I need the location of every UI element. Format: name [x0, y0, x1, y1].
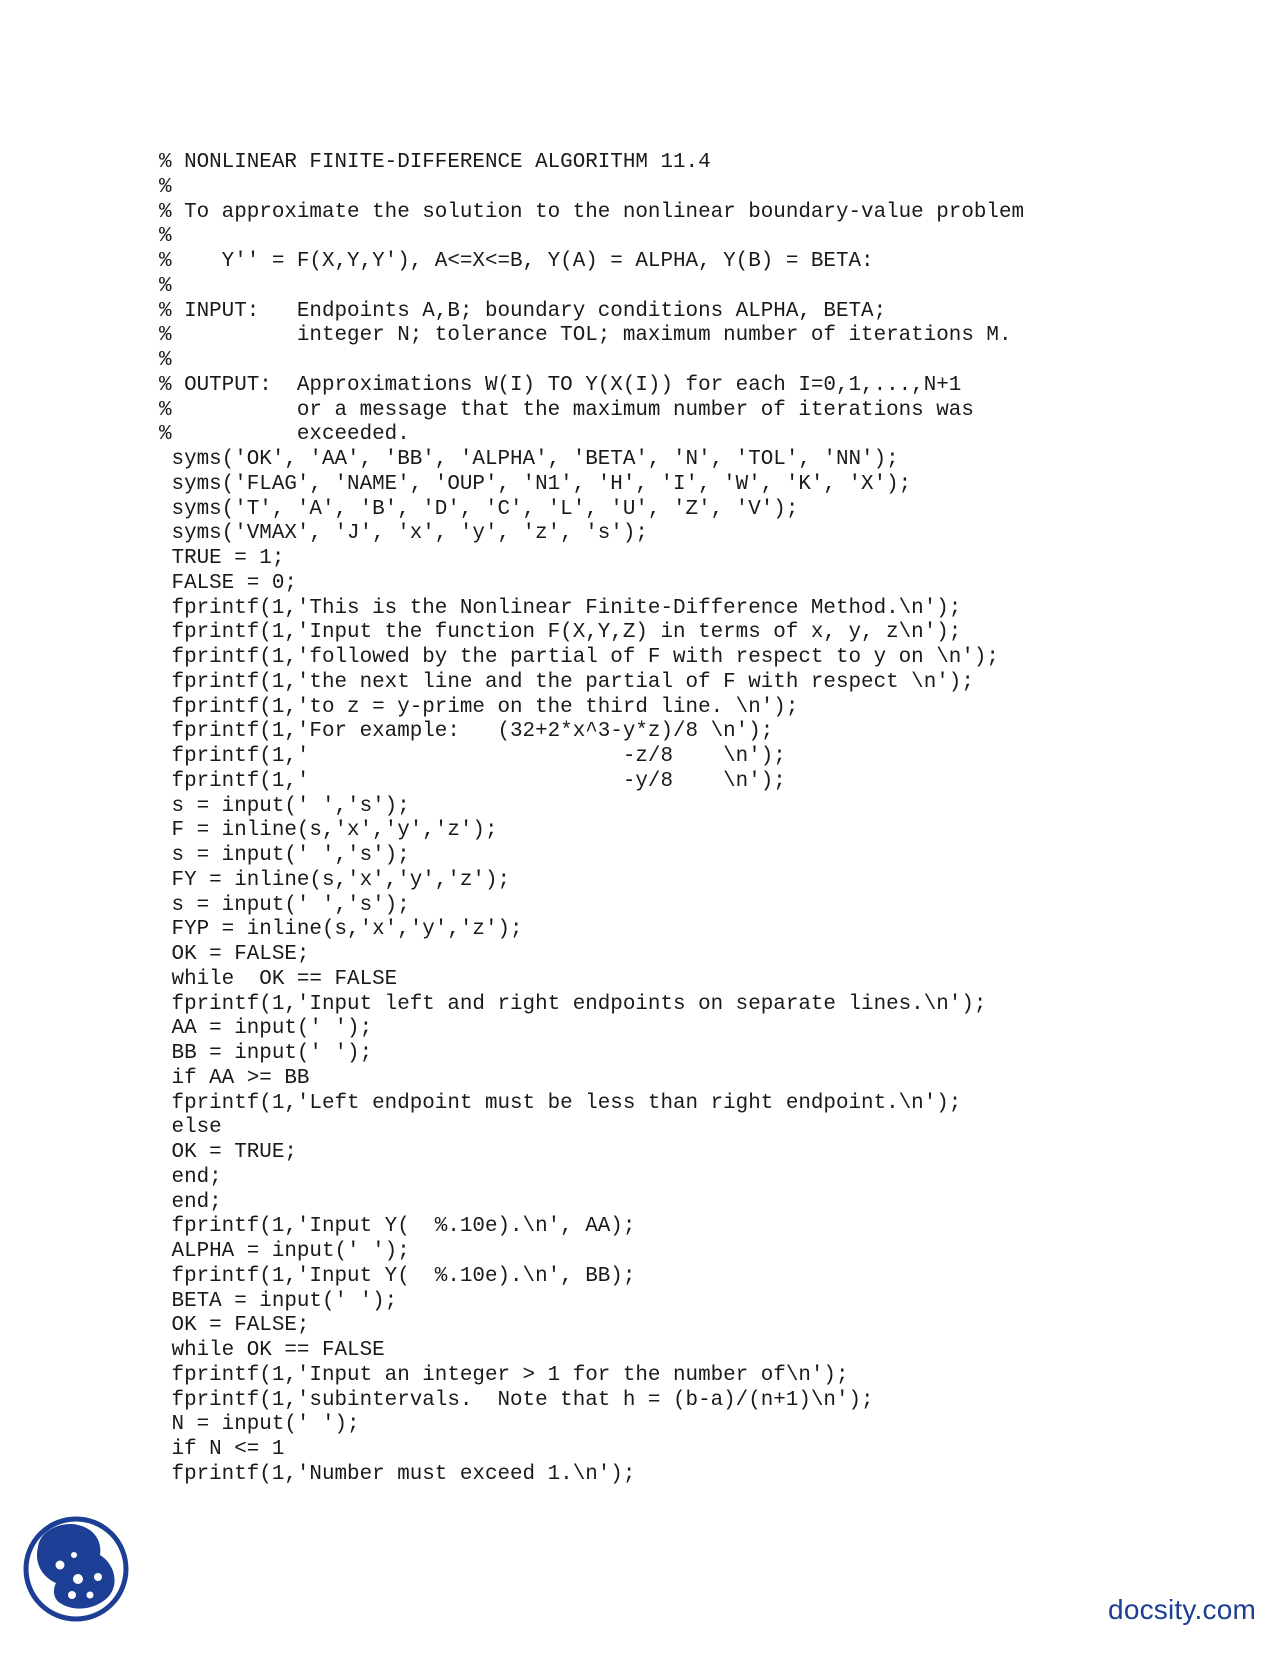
code-line: fprintf(1,'subintervals. Note that h = (b-a)/(n+1)\n'); [159, 1388, 874, 1412]
code-line: N = input(' '); [159, 1413, 360, 1437]
code-line: fprintf(1,'the next line and the partial of F with respect \n'); [159, 670, 974, 694]
code-line: % [159, 175, 172, 199]
matlab-code-listing [159, 151, 1024, 1488]
code-line: fprintf(1,'Input Y( %.10e).\n', BB); [159, 1264, 636, 1288]
code-line: syms('OK', 'AA', 'BB', 'ALPHA', 'BETA', 'N', 'TOL', 'NN'); [159, 448, 899, 471]
code-line: fprintf(1,'Number must exceed 1.\n'); [159, 1462, 636, 1486]
code-line: if N <= 1 [159, 1438, 285, 1461]
code-line: syms('VMAX', 'J', 'x', 'y', 'z', 's'); [159, 522, 648, 546]
code-line: if AA >= BB [159, 1066, 310, 1090]
code-line: % [159, 225, 172, 249]
code-line: fprintf(1,'Input Y( %.10e).\n', AA); [159, 1215, 636, 1239]
code-line: fprintf(1,'This is the Nonlinear Finite-Difference Method.\n'); [159, 596, 962, 620]
code-line: fprintf(1,' -z/8 \n'); [159, 745, 786, 768]
code-line: while OK == FALSE [159, 967, 398, 991]
code-line: syms('T', 'A', 'B', 'D', 'C', 'L', 'U', 'Z', 'V'); [159, 497, 799, 521]
code-line: % Y'' = F(X,Y,Y'), A<=X<=B, Y(A) = ALPHA, Y(B) = BETA: [159, 250, 874, 273]
code-line: BETA = input(' '); [159, 1289, 398, 1313]
code-line: FYP = inline(s,'x','y','z'); [159, 918, 523, 942]
code-line: % To approximate the solution to the nonlinear boundary-value problem [159, 200, 1025, 224]
code-line: fprintf(1,'Input left and right endpoints on separate lines.\n'); [159, 992, 987, 1016]
code-line: % INPUT: Endpoints A,B; boundary conditions ALPHA, BETA; [159, 299, 887, 323]
code-line: fprintf(1,'Input an integer > 1 for the number of\n'); [159, 1363, 849, 1387]
code-line: OK = FALSE; [159, 943, 310, 966]
code-line: % OUTPUT: Approximations W(I) TO Y(X(I)) for each I=0,1,...,N+1 [159, 373, 962, 397]
code-line: end; [159, 1165, 222, 1189]
code-line: % integer N; tolerance TOL; maximum number of iterations M. [159, 324, 1012, 348]
docsity-logo-icon[interactable] [20, 1513, 132, 1625]
code-line: % or a message that the maximum number of iterations was [159, 398, 974, 422]
code-line: syms('FLAG', 'NAME', 'OUP', 'N1', 'H', 'I', 'W', 'K', 'X'); [159, 472, 912, 496]
code-line: AA = input(' '); [159, 1017, 373, 1041]
code-line: fprintf(1,' -y/8 \n'); [159, 769, 786, 793]
code-line: OK = TRUE; [159, 1141, 297, 1164]
code-line: else [159, 1116, 222, 1140]
code-line: FY = inline(s,'x','y','z'); [159, 868, 511, 892]
code-line: end; [159, 1190, 222, 1214]
code-line: fprintf(1,'to z = y-prime on the third line. \n'); [159, 695, 799, 719]
code-line: % [159, 274, 172, 298]
docsity-brand-link[interactable]: docsity.com [1108, 1594, 1256, 1625]
code-line: fprintf(1,'followed by the partial of F with respect to y on \n'); [159, 646, 999, 669]
code-line: % NONLINEAR FINITE-DIFFERENCE ALGORITHM 11.4 [159, 151, 711, 174]
code-line: % [159, 349, 172, 372]
code-line: s = input(' ','s'); [159, 844, 410, 867]
code-line: TRUE = 1; [159, 547, 285, 570]
code-line: while OK == FALSE [159, 1339, 385, 1362]
code-line: s = input(' ','s'); [159, 893, 410, 917]
code-line: ALPHA = input(' '); [159, 1240, 410, 1263]
code-line: fprintf(1,'Input the function F(X,Y,Z) in terms of x, y, z\n'); [159, 621, 962, 645]
code-line: F = inline(s,'x','y','z'); [159, 819, 498, 843]
code-line: OK = FALSE; [159, 1314, 310, 1338]
code-line: fprintf(1,'Left endpoint must be less than right endpoint.\n'); [159, 1091, 962, 1115]
code-line: fprintf(1,'For example: (32+2*x^3-y*z)/8 \n'); [159, 720, 774, 744]
code-line: BB = input(' '); [159, 1042, 373, 1065]
code-line: FALSE = 0; [159, 571, 297, 595]
code-line: % exceeded. [159, 423, 410, 447]
code-line: s = input(' ','s'); [159, 794, 410, 818]
